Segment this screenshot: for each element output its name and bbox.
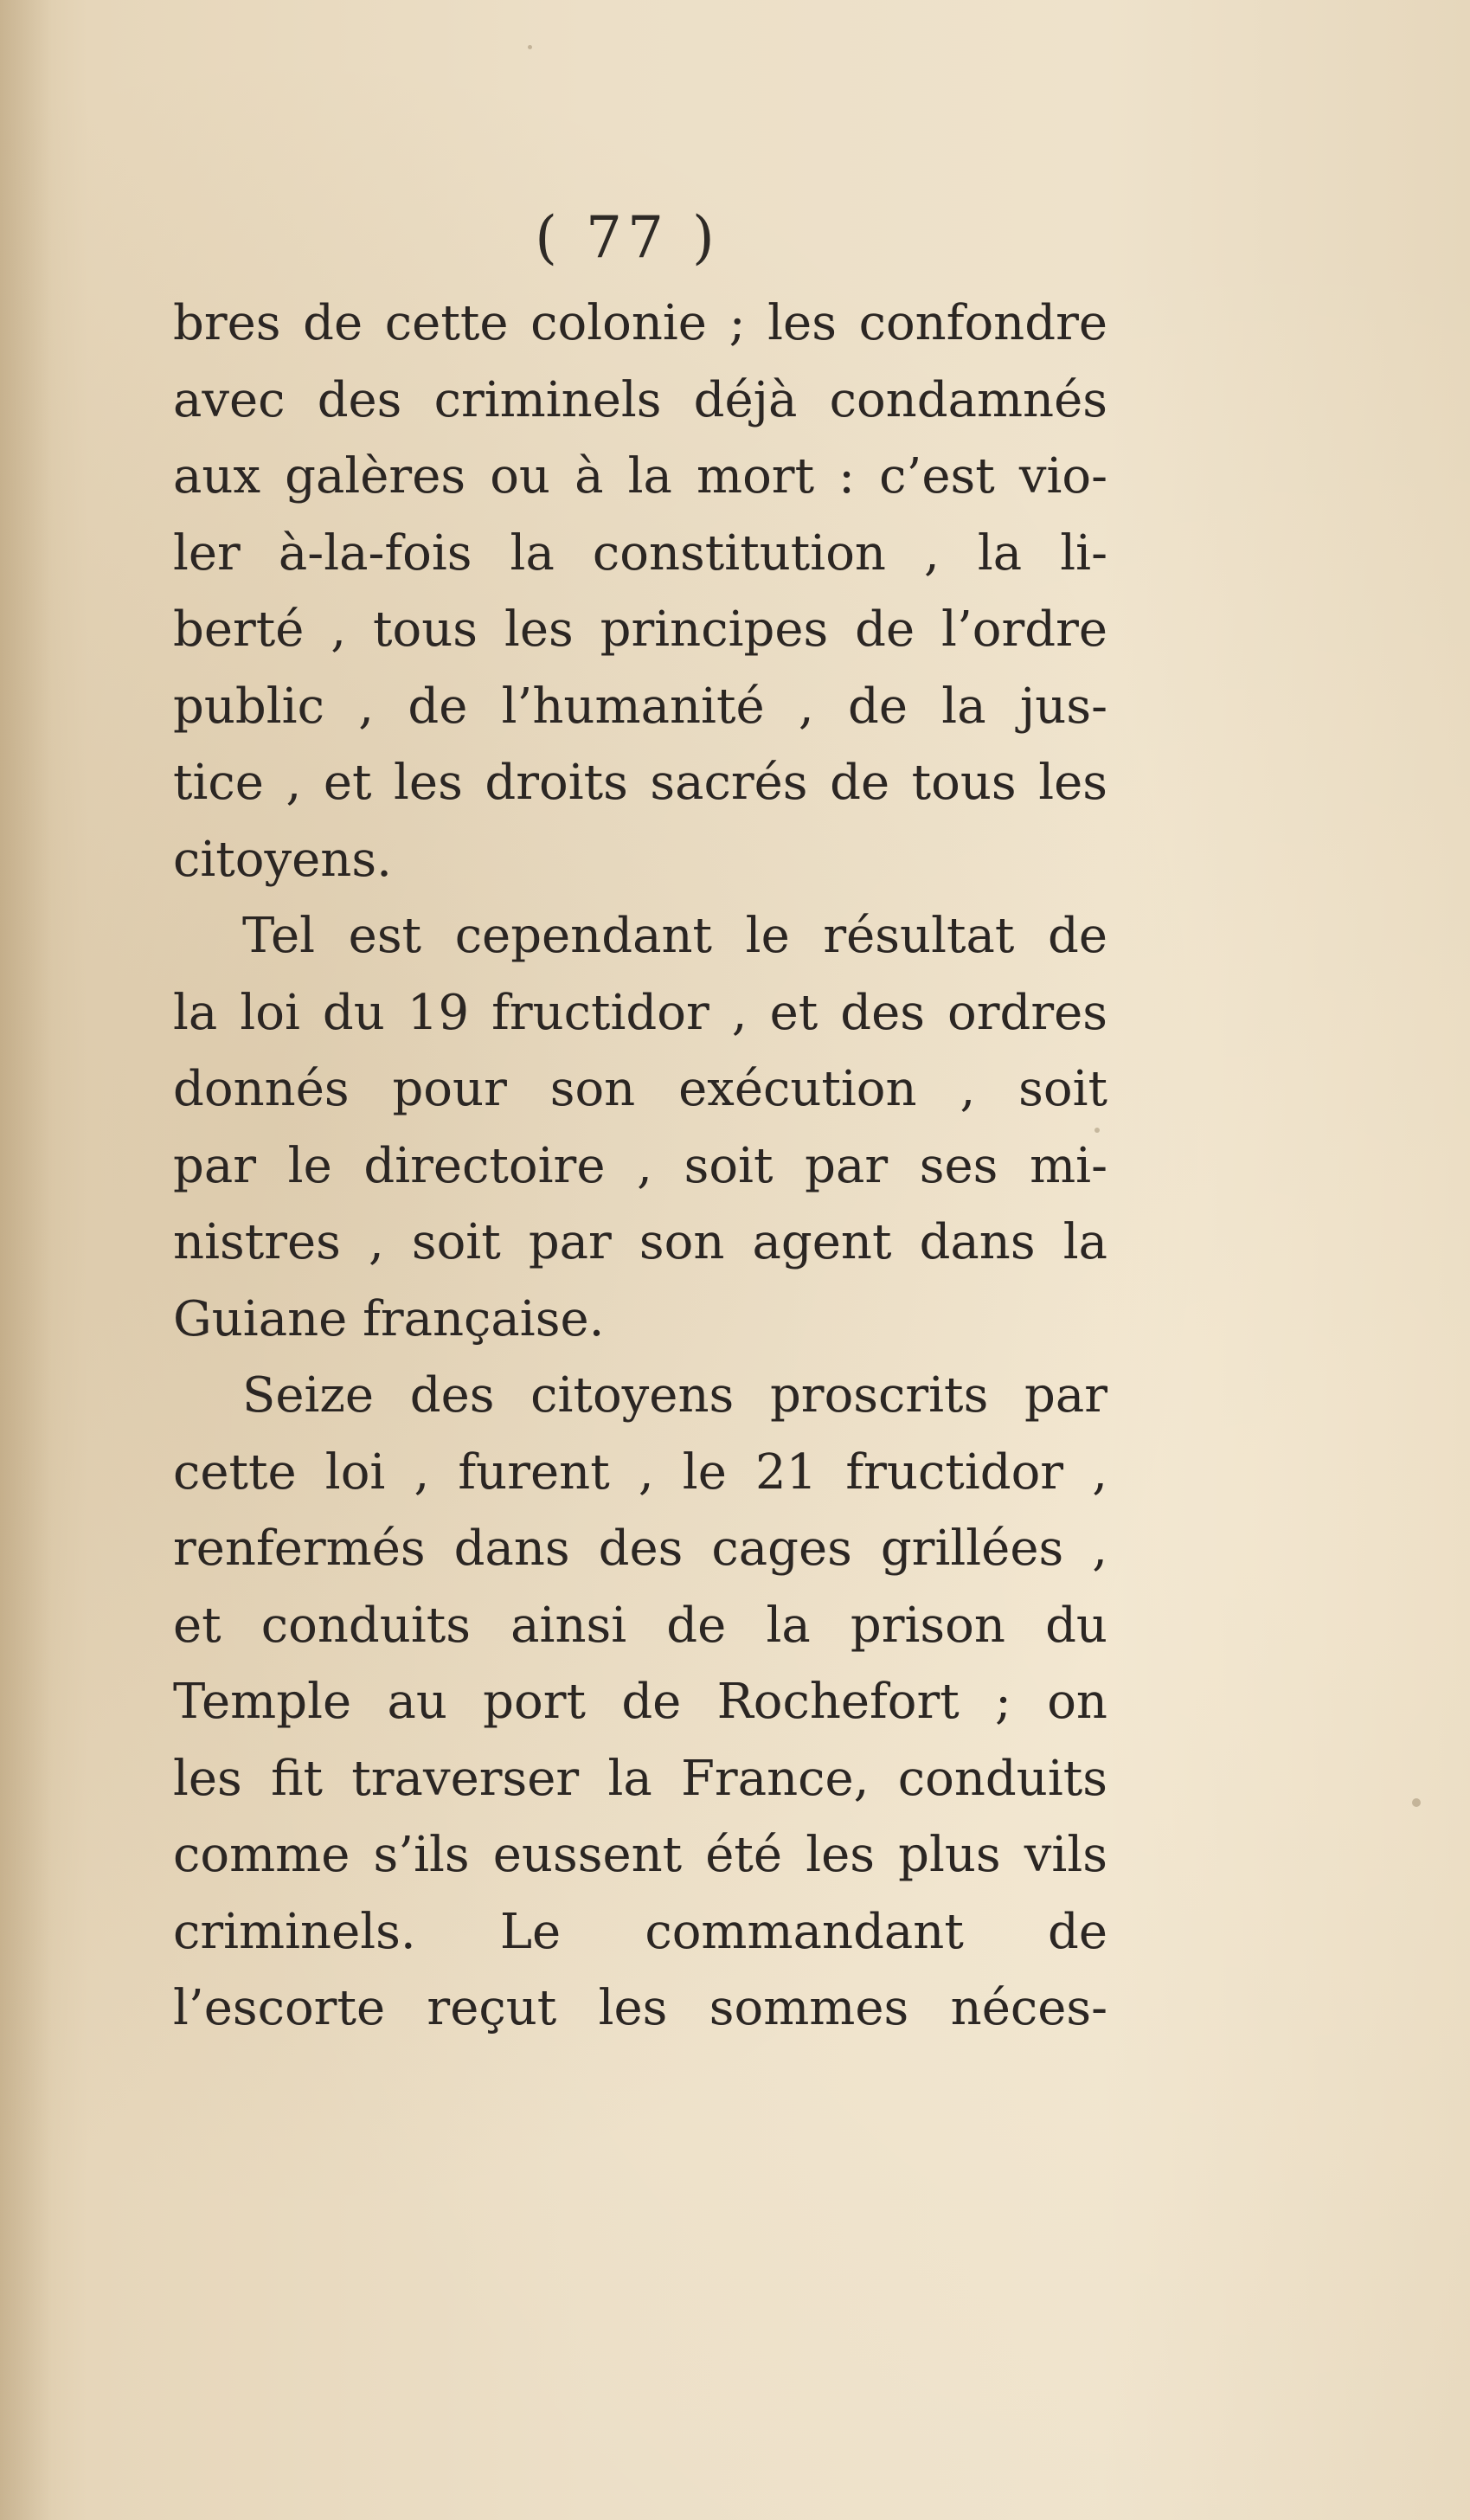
- text-line: criminels. Le commandant de: [173, 1903, 1107, 1960]
- text-line: l’escorte reçut les sommes néces-: [173, 1980, 1107, 2036]
- text-line: et conduits ainsi de la prison du: [173, 1597, 1107, 1654]
- text-line: avec des criminels déjà condamnés: [173, 371, 1107, 428]
- text-line-paragraph-end: citoyens.: [173, 831, 392, 888]
- page-number: ( 77 ): [535, 204, 720, 271]
- text-line-paragraph-end: Guiane française.: [173, 1290, 605, 1347]
- text-line: ler à-la-fois la constitution , la li-: [173, 524, 1107, 582]
- text-line: Temple au port de Rochefort ; on: [173, 1674, 1107, 1730]
- text-line: berté , tous les principes de l’ordre: [173, 601, 1107, 658]
- text-line: public , de l’humanité , de la jus-: [173, 678, 1107, 735]
- text-line: tice , et les droits sacrés de tous les: [173, 755, 1107, 811]
- text-line: nistres , soit par son agent dans la: [173, 1214, 1107, 1270]
- text-line-paragraph-start: Tel est cependant le résultat de: [242, 908, 1107, 964]
- paper-speck: [528, 45, 532, 49]
- text-line: bres de cette colonie ; les confondre: [173, 295, 1107, 351]
- text-line: comme s’ils eussent été les plus vils: [173, 1827, 1107, 1883]
- text-line: la loi du 19 fructidor , et des ordres: [173, 984, 1107, 1041]
- text-line: cette loi , furent , le 21 fructidor ,: [173, 1443, 1107, 1501]
- body-text: [173, 286, 1107, 2048]
- paper-speck: [1412, 1798, 1421, 1807]
- text-line: donnés pour son exécution , soit: [173, 1061, 1107, 1117]
- text-line: par le directoire , soit par ses mi-: [173, 1137, 1107, 1194]
- text-line: renfermés dans des cages grillées ,: [173, 1520, 1107, 1577]
- text-line: aux galères ou à la mort : c’est vio-: [173, 448, 1107, 505]
- text-line-paragraph-start: Seize des citoyens proscrits par: [242, 1367, 1107, 1424]
- paper-speck: [1094, 1128, 1100, 1133]
- text-line: les fit traverser la France, conduits: [173, 1750, 1107, 1807]
